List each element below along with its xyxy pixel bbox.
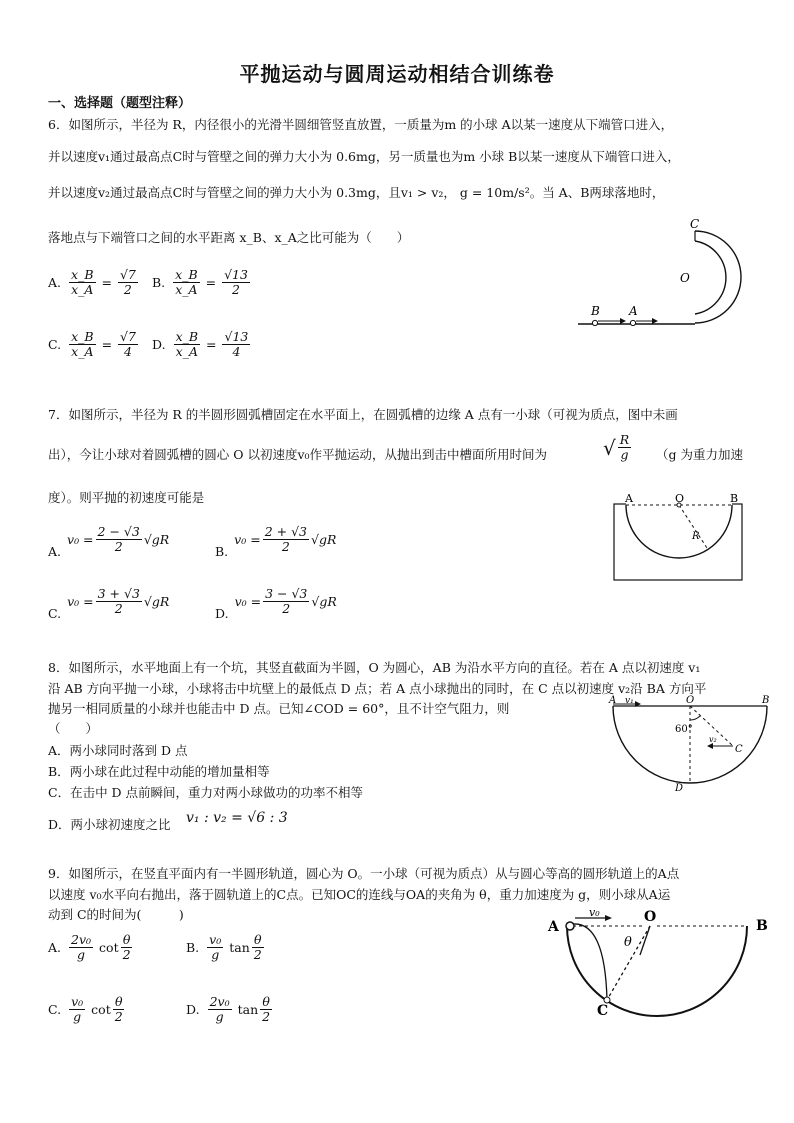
q9-line-1: 9．如图所示，在竖直平面内有一半圆形轨道，圆心为 O。一小球（可视为质点）从与圆心等高的圆形轨道上的A点 [48, 866, 680, 881]
q8-line-4: （ ） [48, 721, 99, 736]
q8-label-a: A [609, 695, 617, 706]
q8-option-c[interactable]: C．在击中 D 点前瞬间，重力对两小球做功的功率不相等 [48, 785, 364, 800]
q7-label-b: B [730, 492, 739, 505]
q6-figure [570, 215, 760, 335]
q8-option-a[interactable]: A．两小球同时落到 D 点 [48, 743, 188, 758]
q8-option-b[interactable]: B．两小球在此过程中动能的增加量相等 [48, 764, 270, 779]
q9-line-3: 动到 C的时间为( ) [48, 907, 184, 922]
q8-line-3: 抛另一相同质量的小球并也能击中 D 点。已知∠COD = 60°，且不计空气阻力，则 [48, 701, 510, 716]
q6-line-2: 并以速度v₁通过最高点C时与管壁之间的弹力大小为 0.6mg，另一质量也为m 小球 B以某一速度从下端管口进入， [48, 149, 680, 164]
q6-option-a[interactable]: A. $\frac{x\_B}{x\_A}$ = $\frac{√7}{2}$ [48, 267, 136, 298]
q8-label-v1: v₁ [625, 696, 634, 706]
q7-option-d[interactable]: D. v₀ = $\frac{3 - √3}{2}$ √gR [215, 585, 337, 621]
q9-option-b[interactable]: B. $\frac{\text{v₀}}{g}$ tan $\frac{\theta}{2}$ [186, 932, 262, 963]
q7-line-1: 7．如图所示，半径为 R 的半圆形圆弧槽固定在水平面上，在圆弧槽的边缘 A 点有一小球（可视为质点，图中未画 [48, 407, 678, 422]
q7-label-a: A [625, 492, 633, 505]
q7-time-expr: √ $\frac{R}{g}$ [603, 432, 630, 463]
q9-line-2: 以速度 v₀水平向右抛出，落于圆轨道上的C点。已知OC的连线与OA的夹角为 θ，重力加速度为 g，则小球从A运 [48, 887, 671, 902]
q9-label-a: A [548, 919, 559, 935]
q8-ratio: v₁ : v₂ = √6 : 3 [186, 810, 288, 826]
q6-label-b: B [591, 304, 600, 318]
page-title: 平抛运动与圆周运动相结合训练卷 [239, 62, 555, 86]
q7-label-o: O [675, 492, 685, 505]
q8-option-d[interactable]: D．两小球初速度之比 [48, 817, 171, 832]
q7-line-3: 度）。则平抛的初速度可能是 [48, 490, 205, 505]
q7-line-2: 出），今让小球对着圆弧槽的圆心 O 以初速度v₀作平抛运动，从抛出到击中槽面所用时间为 [48, 447, 548, 462]
q8-label-v2: v₂ [709, 735, 717, 744]
q9-option-a[interactable]: A. $\frac{\text{2v₀}}{g}$ cot $\frac{\theta}{2}$ [48, 932, 131, 963]
q6-line-4: 落地点与下端管口之间的水平距离 x_B、x_A之比可能为（ ） [48, 230, 410, 245]
q8-label-c: C [735, 744, 743, 755]
q9-label-o: O [644, 909, 657, 925]
q6-ball-b [592, 320, 597, 325]
q6-line-1: 6．如图所示，半径为 R，内径很小的光滑半圆细管竖直放置，一质量为m 的小球 A以某一速度从下端管口进入， [48, 117, 674, 132]
q7-figure [612, 492, 746, 584]
q8-label-b: B [762, 695, 770, 706]
q9-label-v0: v₀ [589, 906, 600, 919]
q8-label-o: O [686, 695, 695, 706]
q9-option-d[interactable]: D. $\frac{\text{2v₀}}{g}$ tan $\frac{\theta}{2}$ [186, 994, 271, 1025]
q8-label-d: D [675, 783, 684, 794]
q8-line-1: 8．如图所示，水平地面上有一个坑，其竖直截面为半圆，O 为圆心，AB 为沿水平方向的直径。若在 A 点以初速度 v₁ [48, 660, 701, 675]
q9-figure [545, 900, 780, 1020]
q7-option-b[interactable]: B. v₀ = $\frac{2 + √3}{2}$ √gR [215, 523, 337, 559]
q8-label-angle: 60° [675, 724, 693, 735]
q8-figure [605, 695, 775, 795]
q6-option-b[interactable]: B. $\frac{x\_B}{x\_A}$ = $\frac{√13}{2}$ [152, 267, 248, 298]
q7-line-2b: （g 为重力加速 [656, 447, 743, 462]
q9-label-c: C [597, 1003, 609, 1019]
q9-label-theta: θ [624, 935, 632, 950]
q9-option-c[interactable]: C. $\frac{\text{v₀}}{g}$ cot $\frac{\theta}{2}$ [48, 994, 123, 1025]
q7-label-r: R [692, 531, 700, 542]
section-heading: 一、选择题（题型注释） [48, 96, 192, 111]
q7-option-c[interactable]: C. v₀ = $\frac{3 + √3}{2}$ √gR [48, 585, 170, 621]
q6-label-a: A [629, 304, 638, 318]
q9-label-b: B [756, 918, 768, 934]
q6-label-o: O [680, 271, 690, 285]
q6-option-d[interactable]: D. $\frac{x\_B}{x\_A}$ = $\frac{√13}{4}$ [152, 329, 249, 360]
q6-option-c[interactable]: C. $\frac{x\_B}{x\_A}$ = $\frac{√7}{4}$ [48, 329, 136, 360]
q6-ball-a [630, 320, 635, 325]
q8-line-2: 沿 AB 方向平抛一小球，小球将击中坑壁上的最低点 D 点；若 A 点小球抛出的同时，在 C 点以初速度 v₂沿 BA 方向平 [48, 681, 707, 696]
q7-option-a[interactable]: A. v₀ = $\frac{2 - √3}{2}$ √gR [48, 523, 170, 559]
q6-line-3: 并以速度v₂通过最高点C时与管壁之间的弹力大小为 0.3mg，且v₁ > v₂， g = 10m/s²。当 A、B两球落地时， [48, 185, 665, 200]
q6-label-c: C [690, 217, 700, 231]
